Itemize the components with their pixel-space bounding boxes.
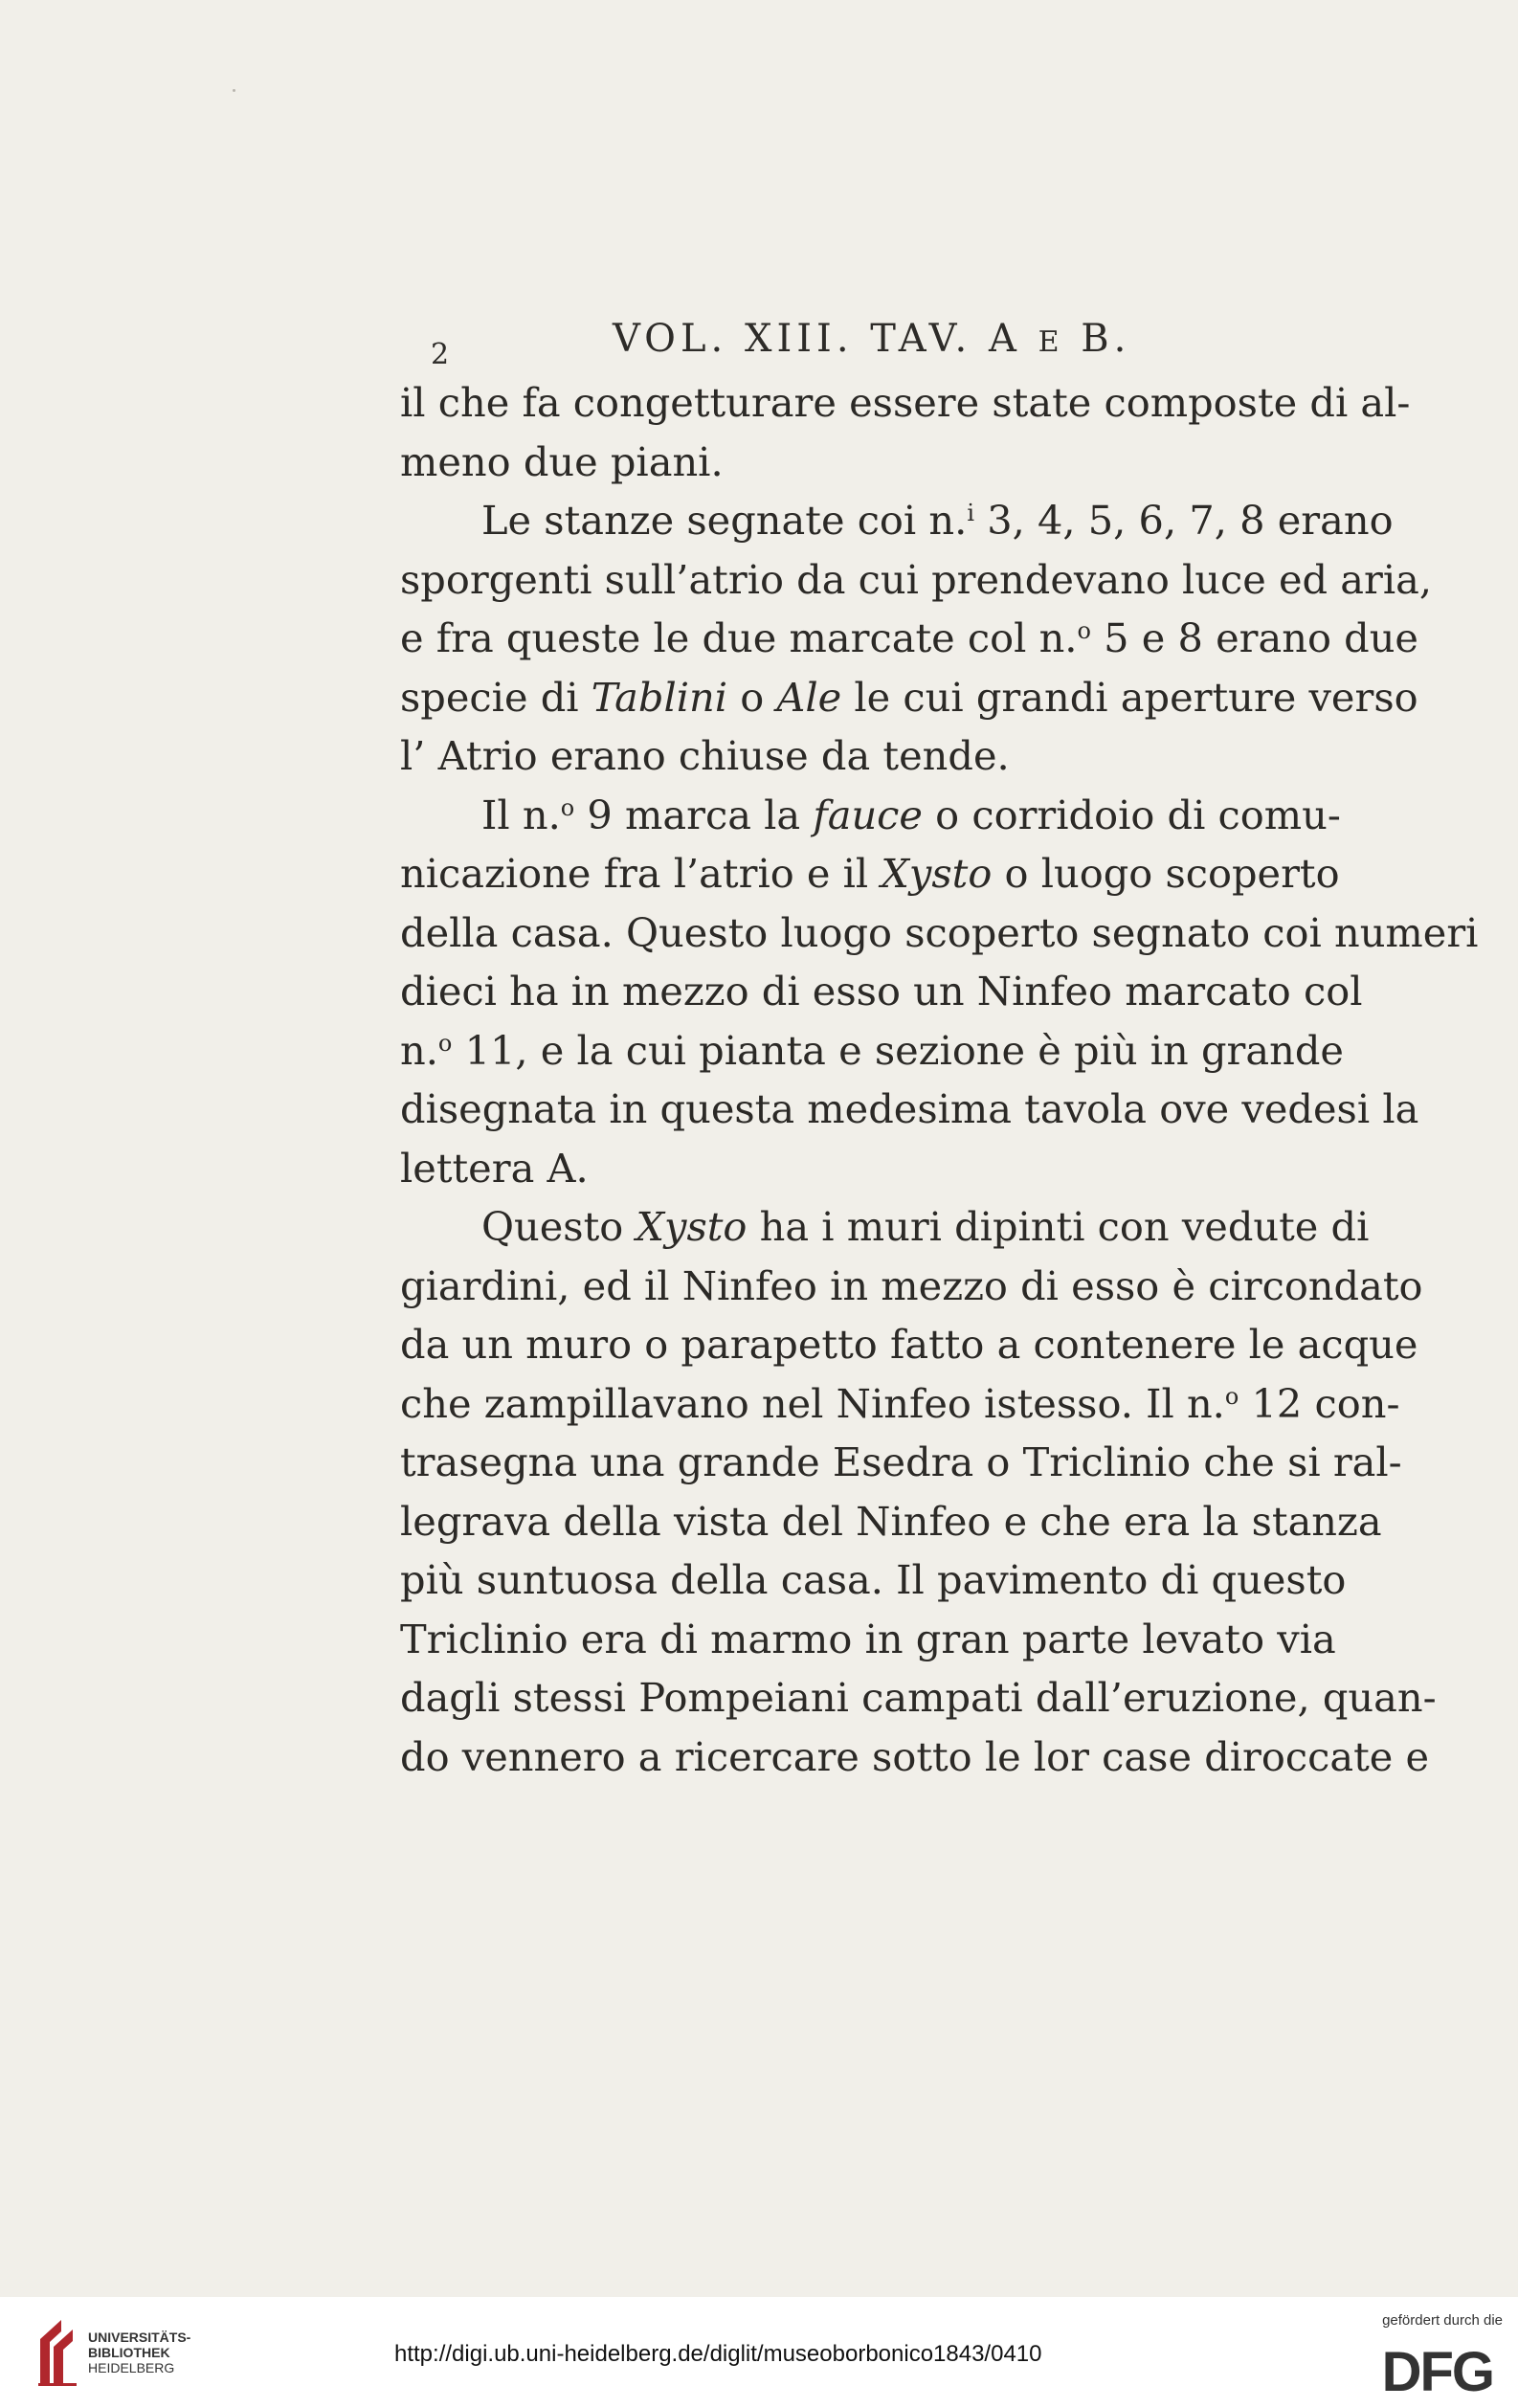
text-line: nicazione fra l’atrio e il Xysto o luogo scoperto [400, 850, 1340, 897]
text-line: sporgenti sull’atrio da cui prendevano luce ed aria, [400, 555, 1433, 603]
running-title: VOL. XIII. TAV. A E B. [613, 317, 1131, 361]
text-line: trasegna una grande Esedra o Triclinio che si ral- [400, 1438, 1402, 1485]
text-line: disegnata in questa medesima tavola ove vedesi la [400, 1085, 1419, 1132]
text-line: meno due piani. [400, 437, 724, 485]
page-number: 2 [431, 338, 450, 371]
ub-heidelberg-logo-icon[interactable] [36, 2312, 78, 2387]
text-line: da un muro o parapetto fatto a contenere le acque [400, 1321, 1418, 1368]
text-line: e fra queste le due marcate col n.$^o$ 5 e 8 erano due [400, 614, 1418, 661]
source-url-link[interactable]: http://digi.ub.uni-heidelberg.de/diglit/museoborbonico1843/0410 [394, 2341, 1042, 2367]
body-text [400, 373, 1479, 1786]
library-name[interactable]: UNIVERSITÄTS- BIBLIOTHEK HEIDELBERG [88, 2330, 191, 2375]
text-line: do vennero a ricercare sotto le lor case diroccate e [400, 1732, 1430, 1780]
text-line: lettera A. [400, 1144, 589, 1192]
text-line: l’ Atrio erano chiuse da tende. [400, 732, 1010, 779]
text-line: più suntuosa della casa. Il pavimento di questo [400, 1556, 1347, 1603]
text-line: dagli stessi Pompeiani campati dall’eruzione, quan- [400, 1674, 1437, 1721]
digitization-footer [0, 2297, 1518, 2408]
text-line: Triclinio era di marmo in gran parte levato via [400, 1615, 1336, 1662]
funding-label: gefördert durch die [1382, 2312, 1503, 2329]
text-line: Questo Xysto ha i muri dipinti con vedute di [481, 1203, 1370, 1250]
paper-speck [233, 89, 235, 92]
funding-credit[interactable] [1340, 2312, 1503, 2403]
dfg-logo-icon: DFG [1381, 2341, 1493, 2403]
text-line: Le stanze segnate coi n.$^i$ 3, 4, 5, 6, 7, 8 erano [481, 497, 1394, 544]
text-line: il che fa congetturare essere state composte di al- [400, 379, 1411, 426]
text-line: n.$^o$ 11, e la cui pianta e sezione è più in grande [400, 1026, 1344, 1074]
text-line: giardini, ed il Ninfeo in mezzo di esso è circondato [400, 1261, 1423, 1309]
running-header [431, 309, 1273, 371]
text-line: specie di Tablini o Ale le cui grandi aperture verso [400, 673, 1418, 721]
text-line: Il n.$^o$ 9 marca la fauce o corridoio di comu- [481, 791, 1341, 838]
text-line: dieci ha in mezzo di esso un Ninfeo marcato col [400, 968, 1363, 1014]
text-line: legrava della vista del Ninfeo e che era la stanza [400, 1497, 1382, 1545]
text-line: che zampillavano nel Ninfeo istesso. Il n.$^o$ 12 con- [400, 1379, 1400, 1427]
text-line: della casa. Questo luogo scoperto segnato coi numeri [400, 908, 1479, 956]
